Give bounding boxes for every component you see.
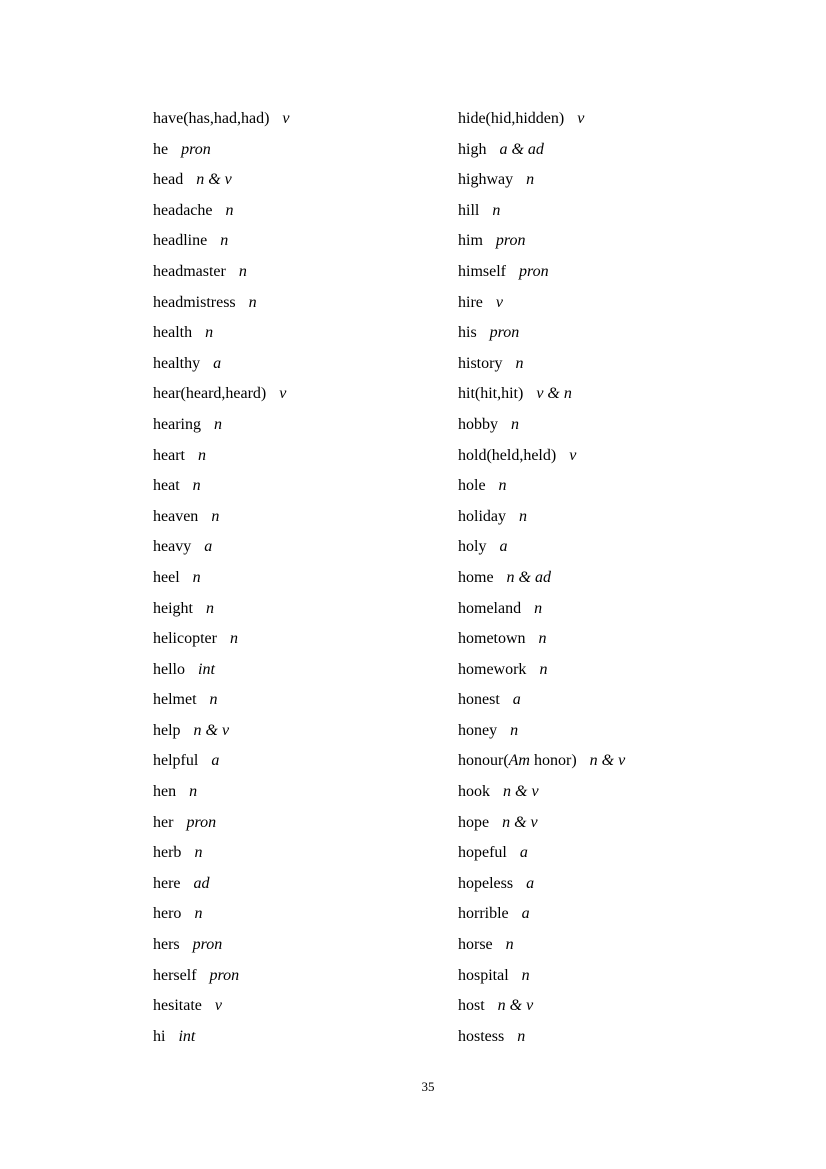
entry-word: himself bbox=[458, 262, 506, 280]
word-entry bbox=[153, 104, 290, 135]
entry-word: helmet bbox=[153, 691, 197, 709]
entry-part-of-speech: a bbox=[213, 354, 222, 372]
entry-word: host bbox=[458, 997, 485, 1015]
entry-part-of-speech: n & v bbox=[193, 721, 230, 739]
entry-word: hide(hid,hidden) bbox=[458, 110, 565, 127]
word-entry bbox=[458, 471, 625, 502]
entry-part-of-speech: n bbox=[194, 844, 203, 862]
entry-part-of-speech: n & ad bbox=[506, 568, 551, 586]
entry-part-of-speech: n bbox=[209, 691, 218, 709]
entry-part-of-speech: n bbox=[526, 171, 535, 189]
entry-part-of-speech: n bbox=[194, 905, 203, 923]
entry-part-of-speech: n & v bbox=[589, 752, 626, 770]
entry-word: high bbox=[458, 140, 487, 158]
entry-word: hire bbox=[458, 293, 483, 311]
word-entry bbox=[458, 961, 625, 992]
entry-part-of-speech: v bbox=[279, 385, 287, 403]
word-entry bbox=[458, 1022, 625, 1053]
entry-word: hers bbox=[153, 936, 180, 954]
word-list-column-left bbox=[153, 104, 290, 1052]
word-entry bbox=[458, 379, 625, 410]
word-entry bbox=[458, 502, 625, 533]
word-entry bbox=[458, 899, 625, 930]
entry-part-of-speech: n bbox=[192, 477, 201, 495]
word-entry bbox=[153, 349, 290, 380]
entry-word: helicopter bbox=[153, 630, 217, 648]
entry-word: homeland bbox=[458, 599, 522, 617]
word-entry bbox=[458, 777, 625, 808]
entry-word: heel bbox=[153, 568, 180, 586]
entry-part-of-speech: pron bbox=[181, 140, 211, 158]
entry-word: heart bbox=[153, 446, 185, 464]
entry-word: have(has,had,had) bbox=[153, 110, 270, 127]
entry-part-of-speech: a bbox=[519, 844, 528, 862]
entry-part-of-speech: pron bbox=[495, 232, 526, 250]
word-entry bbox=[153, 196, 290, 227]
word-entry bbox=[458, 349, 625, 380]
entry-part-of-speech: a bbox=[526, 874, 535, 892]
word-entry bbox=[153, 838, 290, 869]
entry-word: hill bbox=[458, 201, 480, 219]
entry-part-of-speech: n bbox=[211, 507, 220, 525]
entry-word: herself bbox=[153, 966, 197, 984]
entry-part-of-speech: n bbox=[206, 599, 214, 617]
entry-part-of-speech: n & v bbox=[502, 813, 538, 831]
entry-part-of-speech: n bbox=[248, 293, 257, 311]
entry-part-of-speech: a bbox=[499, 538, 508, 556]
entry-part-of-speech: n bbox=[521, 966, 530, 984]
entry-part-of-speech: v bbox=[282, 110, 290, 127]
word-entry bbox=[153, 808, 290, 839]
word-entry bbox=[153, 318, 290, 349]
entry-part-of-speech: n bbox=[539, 660, 548, 678]
entry-word: hold(held,held) bbox=[458, 446, 557, 464]
entry-word: home bbox=[458, 568, 494, 586]
entry-part-of-speech: a & ad bbox=[499, 140, 544, 158]
entry-word: hen bbox=[153, 783, 177, 801]
entry-word: hometown bbox=[458, 630, 526, 648]
entry-part-of-speech: n bbox=[192, 568, 201, 586]
word-entry bbox=[458, 563, 625, 594]
word-entry bbox=[458, 532, 625, 563]
word-entry bbox=[458, 196, 625, 227]
word-entry bbox=[458, 869, 625, 900]
entry-word: herb bbox=[153, 844, 182, 862]
entry-word: his bbox=[458, 324, 477, 342]
entry-word: highway bbox=[458, 171, 514, 189]
word-entry bbox=[153, 288, 290, 319]
word-entry bbox=[458, 655, 625, 686]
entry-part-of-speech: n & v bbox=[503, 783, 539, 801]
word-entry bbox=[153, 135, 290, 166]
entry-word: hopeless bbox=[458, 874, 514, 892]
entry-part-of-speech: v bbox=[495, 293, 503, 311]
entry-word: hostess bbox=[458, 1027, 505, 1045]
entry-word: hole bbox=[458, 477, 486, 495]
word-entry bbox=[458, 991, 625, 1022]
entry-word: heavy bbox=[153, 538, 192, 556]
word-entry bbox=[153, 869, 290, 900]
entry-word: hit(hit,hit) bbox=[458, 385, 524, 403]
word-entry bbox=[458, 594, 625, 625]
word-list-column-right bbox=[458, 104, 625, 1052]
entry-word: honey bbox=[458, 721, 498, 739]
entry-part-of-speech: pron bbox=[192, 936, 223, 954]
word-entry bbox=[458, 410, 625, 441]
word-entry bbox=[153, 899, 290, 930]
entry-word: health bbox=[153, 324, 193, 342]
word-entry bbox=[153, 257, 290, 288]
word-entry bbox=[458, 746, 625, 777]
page-number: 35 bbox=[421, 1079, 435, 1094]
entry-word: holy bbox=[458, 538, 487, 556]
word-entry bbox=[153, 777, 290, 808]
entry-part-of-speech: n bbox=[197, 446, 206, 464]
entry-part-of-speech: n bbox=[517, 1027, 526, 1045]
entry-word: help bbox=[153, 721, 181, 739]
entry-word: headache bbox=[153, 201, 213, 219]
word-entry bbox=[153, 961, 290, 992]
word-entry bbox=[153, 165, 290, 196]
word-entry bbox=[153, 532, 290, 563]
entry-part-of-speech: a bbox=[211, 752, 220, 770]
entry-word: height bbox=[153, 599, 193, 617]
entry-part-of-speech: n bbox=[205, 324, 214, 342]
word-entry bbox=[153, 624, 290, 655]
word-entry bbox=[458, 165, 625, 196]
entry-word: he bbox=[153, 140, 169, 158]
word-entry bbox=[458, 716, 625, 747]
entry-word: him bbox=[458, 232, 483, 250]
entry-part-of-speech: a bbox=[204, 538, 213, 556]
entry-part-of-speech: n bbox=[534, 599, 543, 617]
entry-word: headmistress bbox=[153, 293, 236, 311]
entry-word: hesitate bbox=[153, 997, 202, 1015]
entry-word: hope bbox=[458, 813, 490, 831]
entry-word: here bbox=[153, 874, 181, 892]
entry-word: headmaster bbox=[153, 262, 226, 280]
entry-part-of-speech: pron bbox=[209, 966, 240, 984]
entry-part-of-speech: n bbox=[189, 783, 198, 801]
entry-word: hopeful bbox=[458, 844, 507, 862]
word-entry bbox=[458, 257, 625, 288]
entry-part-of-speech: int bbox=[178, 1027, 196, 1045]
entry-word: history bbox=[458, 354, 503, 372]
entry-part-of-speech: n & v bbox=[497, 997, 534, 1015]
word-entry bbox=[153, 746, 290, 777]
word-entry bbox=[458, 135, 625, 166]
entry-part-of-speech: n bbox=[229, 630, 238, 648]
entry-word: healthy bbox=[153, 354, 201, 372]
word-entry bbox=[153, 471, 290, 502]
word-entry bbox=[153, 1022, 290, 1053]
entry-word: honour(Am honor) bbox=[458, 752, 577, 770]
entry-word: hospital bbox=[458, 966, 509, 984]
word-entry bbox=[458, 838, 625, 869]
entry-word: horse bbox=[458, 936, 493, 954]
word-entry bbox=[153, 930, 290, 961]
entry-word: honest bbox=[458, 691, 500, 709]
entry-part-of-speech: n bbox=[510, 721, 519, 739]
word-entry bbox=[458, 226, 625, 257]
entry-part-of-speech: n bbox=[220, 232, 229, 250]
word-entry bbox=[153, 991, 290, 1022]
entry-part-of-speech: v bbox=[569, 446, 577, 464]
entry-part-of-speech: n bbox=[238, 262, 247, 280]
entry-part-of-speech: n bbox=[538, 630, 547, 648]
entry-word: hello bbox=[153, 660, 185, 678]
entry-part-of-speech: v & n bbox=[536, 385, 572, 403]
entry-word: homework bbox=[458, 660, 527, 678]
entry-part-of-speech: n bbox=[505, 936, 514, 954]
entry-part-of-speech: n & v bbox=[196, 171, 232, 189]
word-entry bbox=[153, 379, 290, 410]
entry-word: helpful bbox=[153, 752, 199, 770]
entry-word: head bbox=[153, 171, 184, 189]
entry-part-of-speech: v bbox=[214, 997, 222, 1015]
entry-word: hook bbox=[458, 783, 490, 801]
word-entry bbox=[458, 624, 625, 655]
entry-part-of-speech: a bbox=[512, 691, 521, 709]
word-entry bbox=[153, 716, 290, 747]
entry-word: hear(heard,heard) bbox=[153, 385, 267, 403]
word-entry bbox=[153, 226, 290, 257]
entry-part-of-speech: pron bbox=[519, 262, 549, 280]
entry-word: heaven bbox=[153, 507, 199, 525]
word-entry bbox=[458, 318, 625, 349]
entry-word: hobby bbox=[458, 415, 498, 433]
word-entry bbox=[153, 685, 290, 716]
entry-part-of-speech: n bbox=[498, 477, 507, 495]
word-entry bbox=[458, 808, 625, 839]
entry-word: horrible bbox=[458, 905, 509, 923]
entry-part-of-speech: ad bbox=[193, 874, 210, 892]
entry-part-of-speech: a bbox=[521, 905, 530, 923]
entry-word: hearing bbox=[153, 415, 201, 433]
entry-part-of-speech: v bbox=[577, 110, 585, 127]
word-entry bbox=[153, 563, 290, 594]
entry-part-of-speech: n bbox=[511, 415, 519, 433]
word-entry bbox=[153, 655, 290, 686]
word-entry bbox=[458, 288, 625, 319]
word-entry bbox=[153, 410, 290, 441]
entry-part-of-speech: n bbox=[492, 201, 501, 219]
word-entry bbox=[458, 685, 625, 716]
entry-word: headline bbox=[153, 232, 208, 250]
entry-word: heat bbox=[153, 477, 180, 495]
word-entry bbox=[153, 441, 290, 472]
entry-part-of-speech: n bbox=[515, 354, 524, 372]
entry-word: hero bbox=[153, 905, 182, 923]
word-entry bbox=[153, 594, 290, 625]
entry-word: holiday bbox=[458, 507, 506, 525]
word-entry bbox=[153, 502, 290, 533]
word-entry bbox=[458, 930, 625, 961]
entry-word: hi bbox=[153, 1027, 166, 1045]
word-entry bbox=[458, 104, 625, 135]
word-entry bbox=[458, 441, 625, 472]
entry-part-of-speech: pron bbox=[489, 324, 520, 342]
entry-part-of-speech: n bbox=[519, 507, 527, 525]
entry-part-of-speech: int bbox=[198, 660, 215, 678]
entry-part-of-speech: n bbox=[213, 415, 222, 433]
entry-part-of-speech: n bbox=[225, 201, 234, 219]
entry-word: her bbox=[153, 813, 174, 831]
entry-part-of-speech: pron bbox=[186, 813, 217, 831]
